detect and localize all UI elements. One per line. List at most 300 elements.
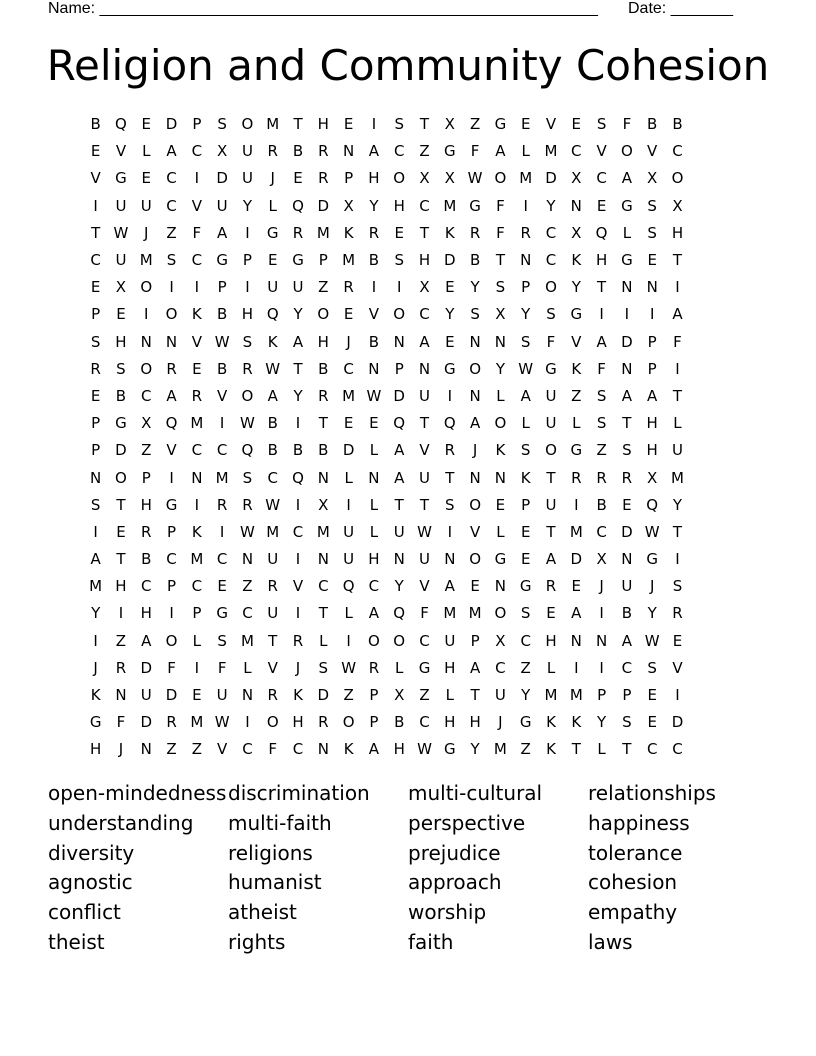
grid-letter[interactable]: E [571,577,582,596]
grid-letter[interactable]: A [419,332,430,351]
grid-letter[interactable]: T [597,278,607,297]
grid-letter[interactable]: D [216,169,228,188]
grid-letter[interactable]: S [90,332,101,351]
grid-letter[interactable]: L [622,223,632,242]
grid-letter[interactable]: I [93,631,98,650]
grid-letter[interactable]: M [266,522,280,541]
grid-letter[interactable]: I [447,386,453,405]
grid-letter[interactable]: Y [293,305,303,324]
grid-letter[interactable]: P [192,115,202,134]
grid-letter[interactable]: I [194,658,200,677]
grid-letter[interactable]: G [443,740,456,759]
grid-letter[interactable]: U [241,169,253,188]
grid-letter[interactable]: Z [242,577,253,596]
grid-letter[interactable]: J [144,223,149,242]
grid-letter[interactable]: Q [393,414,406,433]
grid-letter[interactable]: J [295,658,301,677]
grid-letter[interactable]: R [343,278,354,297]
grid-letter[interactable]: V [217,740,228,759]
grid-letter[interactable]: Y [91,604,101,623]
grid-letter[interactable]: G [443,142,456,161]
grid-letter[interactable]: I [219,414,225,433]
grid-letter[interactable]: D [140,713,153,732]
grid-letter[interactable]: V [647,142,658,161]
grid-letter[interactable]: S [217,115,227,134]
grid-letter[interactable]: K [546,740,556,759]
grid-letter[interactable]: L [496,522,505,541]
grid-letter[interactable]: Z [166,223,177,242]
grid-letter[interactable]: S [520,332,531,351]
grid-letter[interactable]: A [394,468,405,487]
grid-letter[interactable]: I [245,223,250,242]
grid-letter[interactable]: T [419,223,430,242]
grid-letter[interactable]: A [469,658,481,677]
grid-letter[interactable]: C [571,142,582,161]
grid-letter[interactable]: W [341,658,357,677]
grid-letter[interactable]: K [495,441,506,460]
grid-letter[interactable]: C [596,169,607,188]
grid-letter[interactable]: T [622,740,632,759]
grid-letter[interactable]: R [444,441,456,460]
grid-letter[interactable]: K [546,713,556,732]
grid-letter[interactable]: U [545,414,557,433]
grid-letter[interactable]: H [671,223,684,242]
grid-letter[interactable]: L [369,495,379,514]
grid-letter[interactable]: B [469,251,481,270]
grid-letter[interactable]: U [140,686,152,705]
grid-letter[interactable]: M [443,196,457,215]
grid-letter[interactable]: E [647,713,657,732]
grid-letter[interactable]: V [419,577,430,596]
grid-letter[interactable]: V [191,332,202,351]
grid-letter[interactable]: R [318,713,329,732]
grid-letter[interactable]: O [545,278,557,297]
grid-letter[interactable]: Z [318,278,329,297]
grid-letter[interactable]: W [417,740,432,759]
grid-letter[interactable]: O [165,631,178,650]
grid-letter[interactable]: S [647,223,657,242]
grid-letter[interactable]: N [469,386,481,405]
grid-letter[interactable]: Y [546,196,556,215]
grid-letter[interactable]: E [192,359,202,378]
grid-letter[interactable]: P [141,468,151,487]
grid-letter[interactable]: A [394,441,405,460]
grid-letter[interactable]: C [191,251,203,270]
grid-letter[interactable]: B [368,251,380,270]
grid-letter[interactable]: J [270,169,275,188]
grid-letter[interactable]: I [599,305,604,324]
grid-letter[interactable]: A [292,332,304,351]
grid-letter[interactable]: I [371,278,377,297]
grid-letter[interactable]: X [596,550,607,569]
grid-letter[interactable]: E [394,223,404,242]
grid-letter[interactable]: M [240,631,254,650]
grid-letter[interactable]: A [141,631,152,650]
grid-letter[interactable]: A [621,631,633,650]
grid-letter[interactable]: V [596,142,607,161]
grid-letter[interactable]: F [622,115,632,134]
grid-letter[interactable]: N [393,332,405,351]
grid-letter[interactable]: I [599,604,604,623]
grid-letter[interactable]: H [368,169,380,188]
grid-letter[interactable]: I [93,196,98,215]
grid-letter[interactable]: I [93,522,98,541]
grid-letter[interactable]: L [546,658,556,677]
grid-letter[interactable]: A [368,604,380,623]
grid-letter[interactable]: C [672,142,683,161]
grid-letter[interactable]: U [241,142,253,161]
grid-letter[interactable]: D [317,196,330,215]
grid-letter[interactable]: E [470,577,480,596]
grid-letter[interactable]: C [166,196,177,215]
grid-letter[interactable]: M [671,468,684,487]
grid-letter[interactable]: H [444,713,456,732]
grid-letter[interactable]: F [167,658,176,677]
grid-letter[interactable]: D [671,713,684,732]
grid-letter[interactable]: I [447,522,453,541]
grid-letter[interactable]: Y [672,495,683,514]
grid-letter[interactable]: Z [469,115,481,134]
grid-letter[interactable]: U [419,386,430,405]
grid-letter[interactable]: U [115,196,127,215]
grid-letter[interactable]: M [190,713,204,732]
grid-letter[interactable]: W [467,169,483,188]
grid-letter[interactable]: E [343,115,354,134]
grid-letter[interactable]: A [217,223,228,242]
grid-letter[interactable]: H [292,713,304,732]
grid-letter[interactable]: R [115,658,127,677]
grid-letter[interactable]: H [444,658,456,677]
grid-letter[interactable]: H [317,332,329,351]
grid-letter[interactable]: C [343,359,354,378]
grid-letter[interactable]: G [115,414,127,433]
grid-letter[interactable]: O [494,414,507,433]
grid-letter[interactable]: S [318,658,329,677]
grid-letter[interactable]: W [417,522,432,541]
grid-letter[interactable]: T [571,740,581,759]
grid-letter[interactable]: O [115,468,127,487]
grid-letter[interactable]: Z [343,686,354,705]
grid-letter[interactable]: C [191,577,203,596]
grid-letter[interactable]: K [571,251,582,270]
grid-letter[interactable]: P [647,332,657,351]
grid-letter[interactable]: U [292,278,304,297]
grid-letter[interactable]: G [494,550,507,569]
grid-letter[interactable]: E [116,305,126,324]
grid-letter[interactable]: Z [520,740,531,759]
grid-letter[interactable]: Z [115,631,127,650]
grid-letter[interactable]: H [140,495,152,514]
grid-letter[interactable]: B [292,441,304,460]
grid-letter[interactable]: R [267,577,278,596]
grid-letter[interactable]: Q [165,414,178,433]
grid-letter[interactable]: X [495,305,506,324]
grid-letter[interactable]: I [649,305,655,324]
grid-letter[interactable]: G [494,115,507,134]
grid-letter[interactable]: C [495,658,506,677]
grid-letter[interactable]: F [268,740,278,759]
grid-letter[interactable]: P [597,686,607,705]
grid-letter[interactable]: E [217,577,227,596]
grid-letter[interactable]: X [318,495,329,514]
grid-letter[interactable]: G [545,359,557,378]
grid-letter[interactable]: B [216,359,228,378]
grid-letter[interactable]: V [419,441,430,460]
grid-letter[interactable]: V [217,386,228,405]
grid-letter[interactable]: Q [292,196,304,215]
grid-letter[interactable]: P [217,278,227,297]
grid-letter[interactable]: H [317,115,329,134]
grid-letter[interactable]: A [596,332,607,351]
grid-letter[interactable]: Z [166,740,177,759]
grid-letter[interactable]: T [419,115,430,134]
grid-letter[interactable]: T [394,495,404,514]
grid-letter[interactable]: I [219,522,225,541]
grid-letter[interactable]: O [342,713,355,732]
grid-letter[interactable]: A [571,604,582,623]
grid-letter[interactable]: R [267,686,278,705]
grid-letter[interactable]: J [472,441,478,460]
grid-letter[interactable]: C [166,550,177,569]
grid-letter[interactable]: A [495,142,506,161]
grid-letter[interactable]: I [144,305,149,324]
grid-letter[interactable]: R [216,495,228,514]
grid-letter[interactable]: C [419,305,430,324]
grid-letter[interactable]: O [241,386,254,405]
grid-letter[interactable]: J [93,658,98,677]
grid-letter[interactable]: T [445,468,455,487]
grid-letter[interactable]: G [115,169,127,188]
grid-letter[interactable]: Y [445,305,455,324]
grid-letter[interactable]: H [140,604,152,623]
grid-letter[interactable]: N [469,332,481,351]
grid-letter[interactable]: U [494,686,506,705]
grid-letter[interactable]: L [572,414,581,433]
grid-letter[interactable]: E [571,115,582,134]
grid-letter[interactable]: M [519,169,533,188]
grid-letter[interactable]: V [368,305,380,324]
grid-letter[interactable]: C [242,604,253,623]
grid-letter[interactable]: D [165,115,178,134]
grid-letter[interactable]: V [571,332,582,351]
grid-letter[interactable]: Y [242,196,253,215]
grid-letter[interactable]: A [672,305,683,324]
grid-letter[interactable]: C [242,740,253,759]
grid-letter[interactable]: T [293,359,303,378]
grid-letter[interactable]: P [394,359,404,378]
grid-letter[interactable]: C [141,577,152,596]
grid-letter[interactable]: I [295,550,301,569]
grid-letter[interactable]: N [595,631,608,650]
grid-letter[interactable]: O [494,604,507,623]
grid-letter[interactable]: X [647,169,658,188]
grid-letter[interactable]: X [444,115,455,134]
grid-letter[interactable]: I [245,278,250,297]
grid-letter[interactable]: L [192,631,202,650]
grid-letter[interactable]: T [116,550,126,569]
grid-letter[interactable]: U [267,550,279,569]
grid-letter[interactable]: U [140,196,152,215]
grid-letter[interactable]: R [520,223,531,242]
grid-letter[interactable]: C [191,142,203,161]
grid-letter[interactable]: V [545,115,557,134]
grid-letter[interactable]: B [292,142,304,161]
grid-letter[interactable]: M [544,686,558,705]
grid-letter[interactable]: T [622,414,632,433]
grid-letter[interactable]: R [166,359,177,378]
grid-letter[interactable]: I [523,196,528,215]
grid-letter[interactable]: Q [266,305,279,324]
grid-letter[interactable]: N [140,740,152,759]
grid-letter[interactable]: N [343,142,355,161]
grid-letter[interactable]: W [265,495,281,514]
grid-letter[interactable]: C [368,577,380,596]
grid-letter[interactable]: Y [521,686,531,705]
grid-letter[interactable]: A [267,386,278,405]
grid-letter[interactable]: K [571,713,582,732]
grid-letter[interactable]: T [91,223,101,242]
grid-letter[interactable]: J [118,740,124,759]
grid-letter[interactable]: K [267,332,278,351]
grid-letter[interactable]: B [267,414,278,433]
grid-letter[interactable]: S [647,196,657,215]
grid-letter[interactable]: I [396,278,402,297]
grid-letter[interactable]: B [672,115,683,134]
grid-letter[interactable]: B [216,305,228,324]
grid-letter[interactable]: W [214,713,230,732]
grid-letter[interactable]: T [268,631,278,650]
grid-letter[interactable]: R [292,631,304,650]
grid-letter[interactable]: R [318,142,329,161]
grid-letter[interactable]: F [546,332,556,351]
grid-letter[interactable]: A [621,169,633,188]
grid-letter[interactable]: E [90,278,101,297]
grid-letter[interactable]: N [469,468,481,487]
grid-letter[interactable]: S [495,278,506,297]
grid-letter[interactable]: E [647,686,657,705]
grid-letter[interactable]: S [217,631,227,650]
grid-letter[interactable]: R [672,604,683,623]
grid-letter[interactable]: E [445,332,455,351]
grid-letter[interactable]: D [444,251,456,270]
grid-letter[interactable]: U [545,495,557,514]
grid-letter[interactable]: Q [342,577,355,596]
grid-letter[interactable]: X [444,169,455,188]
grid-letter[interactable]: R [318,386,329,405]
grid-letter[interactable]: R [368,658,380,677]
date-field-label[interactable]: Date: _______ [628,0,733,17]
grid-letter[interactable]: I [346,495,351,514]
grid-letter[interactable]: S [647,658,657,677]
grid-letter[interactable]: W [644,522,660,541]
grid-letter[interactable]: Q [393,604,406,623]
grid-letter[interactable]: P [344,169,354,188]
grid-letter[interactable]: N [621,278,633,297]
grid-letter[interactable]: G [443,359,456,378]
grid-letter[interactable]: H [115,332,127,351]
grid-letter[interactable]: U [343,522,355,541]
grid-letter[interactable]: X [419,169,430,188]
grid-letter[interactable]: O [165,305,178,324]
grid-letter[interactable]: O [469,550,481,569]
grid-letter[interactable]: H [90,740,102,759]
grid-letter[interactable]: I [675,278,680,297]
grid-letter[interactable]: K [293,686,303,705]
grid-letter[interactable]: U [267,278,279,297]
grid-letter[interactable]: N [393,550,405,569]
grid-letter[interactable]: G [266,223,279,242]
grid-letter[interactable]: P [318,251,328,270]
grid-letter[interactable]: N [115,686,127,705]
grid-letter[interactable]: Y [597,713,607,732]
grid-letter[interactable]: L [268,196,277,215]
grid-letter[interactable]: S [672,577,683,596]
grid-letter[interactable]: N [140,332,152,351]
grid-letter[interactable]: U [621,577,633,596]
grid-letter[interactable]: Y [647,604,657,623]
grid-letter[interactable]: N [317,740,329,759]
grid-letter[interactable]: P [647,359,657,378]
grid-letter[interactable]: B [267,441,278,460]
grid-letter[interactable]: E [90,386,101,405]
grid-letter[interactable]: G [519,713,532,732]
grid-letter[interactable]: T [546,522,556,541]
grid-letter[interactable]: L [673,414,682,433]
grid-letter[interactable]: K [571,359,582,378]
grid-letter[interactable]: E [445,278,455,297]
grid-letter[interactable]: L [369,441,379,460]
grid-letter[interactable]: Z [191,740,202,759]
grid-letter[interactable]: S [166,251,177,270]
grid-letter[interactable]: N [90,468,102,487]
grid-letter[interactable]: D [621,332,633,351]
grid-letter[interactable]: U [444,631,456,650]
grid-letter[interactable]: M [89,577,103,596]
grid-letter[interactable]: U [216,196,228,215]
grid-letter[interactable]: V [267,658,278,677]
grid-letter[interactable]: Q [115,115,127,134]
grid-letter[interactable]: X [672,196,683,215]
grid-letter[interactable]: A [166,386,177,405]
grid-letter[interactable]: P [91,305,101,324]
grid-letter[interactable]: H [393,196,405,215]
grid-letter[interactable]: P [622,686,632,705]
grid-letter[interactable]: K [191,522,202,541]
grid-letter[interactable]: P [167,577,177,596]
grid-letter[interactable]: B [368,332,380,351]
grid-letter[interactable]: Z [571,386,582,405]
grid-letter[interactable]: Q [241,441,254,460]
grid-letter[interactable]: P [470,631,480,650]
grid-letter[interactable]: C [545,223,557,242]
grid-letter[interactable]: V [672,658,683,677]
grid-letter[interactable]: L [496,386,505,405]
grid-letter[interactable]: X [343,196,354,215]
grid-letter[interactable]: R [267,142,278,161]
grid-letter[interactable]: Y [495,359,505,378]
grid-letter[interactable]: C [216,550,228,569]
grid-letter[interactable]: L [521,142,530,161]
grid-letter[interactable]: R [191,386,203,405]
grid-letter[interactable]: M [443,604,457,623]
grid-letter[interactable]: S [394,115,404,134]
grid-letter[interactable]: B [394,713,405,732]
grid-letter[interactable]: C [646,740,658,759]
grid-letter[interactable]: E [116,522,126,541]
grid-letter[interactable]: U [545,386,557,405]
grid-letter[interactable]: G [216,604,228,623]
grid-letter[interactable]: I [574,495,579,514]
